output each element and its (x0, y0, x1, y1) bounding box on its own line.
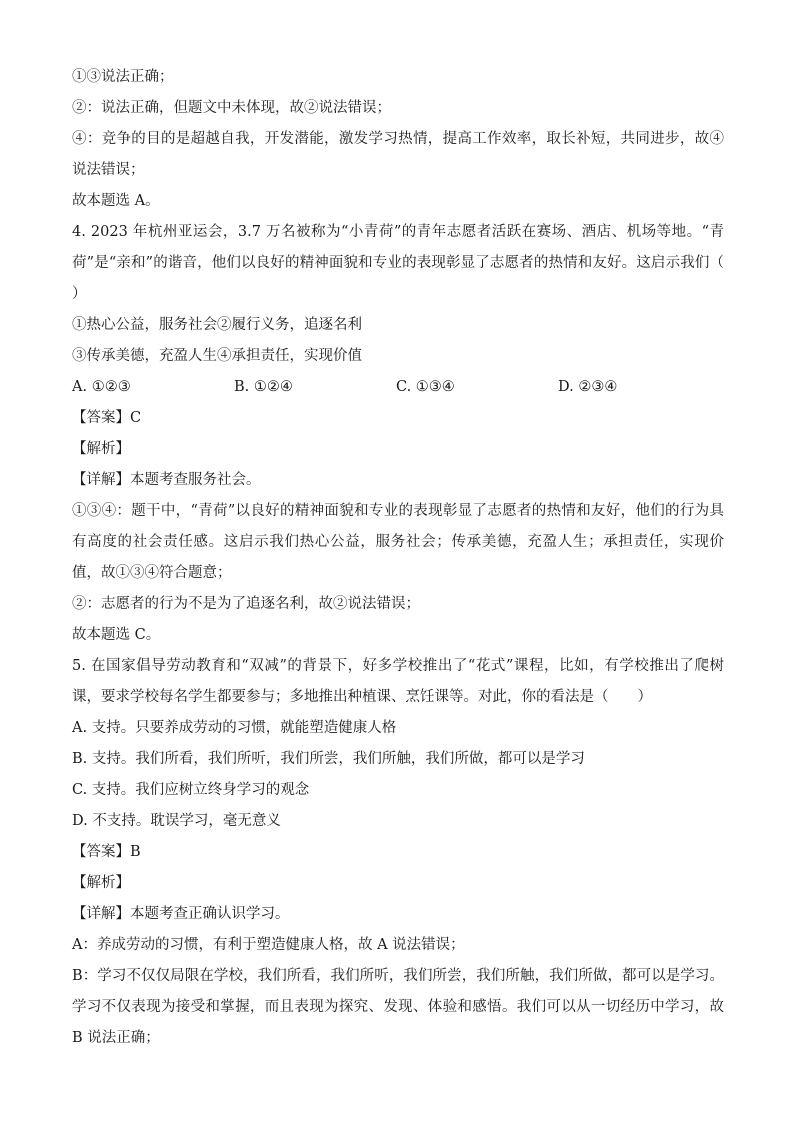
question-5-option-b: B. 支持。我们所看，我们所听，我们所尝，我们所触，我们所做，都可以是学习 (72, 751, 585, 767)
prev-explanation-2: ②：说法正确，但题文中未体现，故②说法错误； (72, 100, 391, 116)
prev-final-answer: 故本题选 A。 (72, 193, 160, 209)
question-5-option-a: A. 支持。只要养成劳动的习惯，就能塑造健康人格 (72, 720, 397, 736)
question-5-stem: 5. 在国家倡导劳动教育和“双减”的背景下，好多学校推出了“花式”课程，比如，有学校推出了爬树课，要求学校每名学生都要参与；多地推出种植课、烹饪课等。对此，你的看法是（ ） (72, 658, 724, 705)
question-4-detail: 【详解】本题考查服务社会。 (72, 472, 261, 488)
question-5-answer: 【答案】B (72, 844, 141, 860)
question-4-option-c: C. ①③④ (396, 379, 455, 395)
question-4-options (72, 372, 724, 403)
question-5-explanation-b: B：学习不仅仅局限在学校，我们所看，我们所听，我们所尝，我们所触，我们所做，都可以是学习。学习不仅表现为接受和掌握，而且表现为探究、发现、体验和感悟。我们可以从一切经历中学习，故 B 说法正确； (72, 968, 724, 1046)
question-4-conclusion: 故本题选 C。 (72, 627, 161, 643)
question-4-analysis-heading: 【解析】 (72, 441, 130, 457)
question-4-option-a: A. ①②③ (72, 379, 131, 395)
prev-explanation-4: ④：竞争的目的是超越自我，开发潜能，激发学习热情，提高工作效率，取长补短，共同进步，故④说法错误； (72, 131, 724, 178)
question-4-explanation-2: ②：志愿者的行为不是为了追逐名利，故②说法错误； (72, 596, 420, 612)
document-page (72, 62, 753, 1054)
question-5-detail: 【详解】本题考查正确认识学习。 (72, 906, 290, 922)
question-4-option-d: D. ②③④ (558, 379, 618, 395)
question-5-option-c: C. 支持。我们应树立终身学习的观念 (72, 782, 310, 798)
prev-conclusion-13: ①③说法正确； (72, 69, 174, 85)
question-5-analysis-heading: 【解析】 (72, 875, 130, 891)
question-5-option-d: D. 不支持。耽误学习，毫无意义 (72, 813, 281, 829)
question-4-answer: 【答案】C (72, 410, 142, 426)
question-4-option-b: B. ①②④ (234, 379, 293, 395)
question-4-explanation-134: ①③④：题干中，“青荷”以良好的精神面貌和专业的表现彰显了志愿者的热情和友好，他们的行为具有高度的社会责任感。这启示我们热心公益，服务社会；传承美德，充盈人生；承担责任，实现价值，故①③④符合题意； (72, 503, 724, 581)
question-4-item-line-1: ①热心公益，服务社会②履行义务，追逐名利 (72, 317, 362, 333)
question-5-explanation-a: A：养成劳动的习惯，有利于塑造健康人格，故 A 说法错误； (72, 937, 465, 953)
question-4-stem: 4. 2023 年杭州亚运会，3.7 万名被称为“小青荷”的青年志愿者活跃在赛场、酒店、机场等地。“青荷”是“亲和”的谐音，他们以良好的精神面貌和专业的表现彰显了志愿者的热情和友好。这启示我们（ ） (72, 224, 753, 302)
question-4-item-line-2: ③传承美德，充盈人生④承担责任，实现价值 (72, 348, 362, 364)
